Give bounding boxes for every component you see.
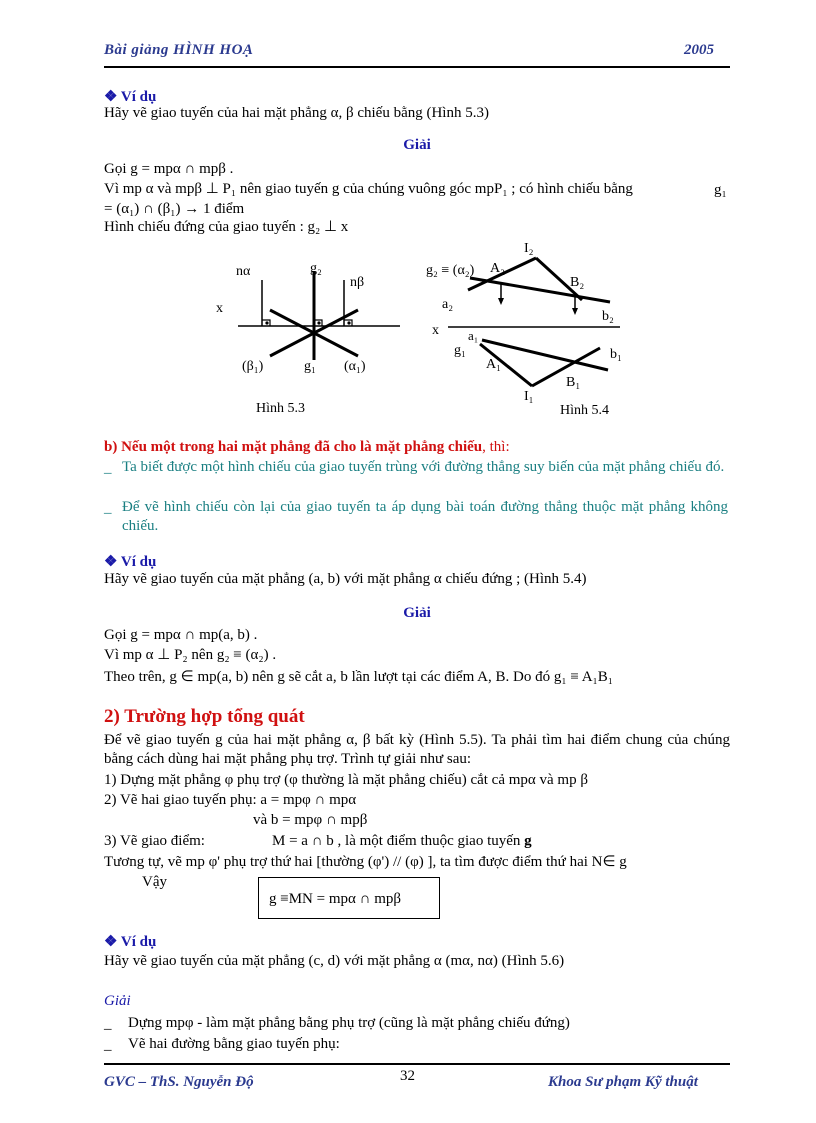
- page-header: [104, 42, 714, 64]
- bullet-text: Vẽ hai đường bằng giao tuyến phụ:: [128, 1036, 340, 1052]
- text-line: Theo trên, g ∈ mp(a, b) nên g sẽ cắt a, b lần lượt tại các điểm A, B. Do đó g₁ ≡ A₁B₁: [104, 669, 613, 685]
- label-g2-alpha2: g₂ ≡ (α₂): [426, 263, 475, 278]
- step-line: 2) Vẽ hai giao tuyến phụ: a = mpφ ∩ mpα: [104, 792, 357, 808]
- text-line: Vì mp α ⊥ P₂ nên g₂ ≡ (α₂) .: [104, 647, 277, 663]
- label-g2: g₂: [310, 261, 322, 276]
- bullet-dash: _: [104, 1037, 112, 1053]
- text-line: g₁: [714, 182, 727, 198]
- arrow-A: [498, 298, 504, 305]
- footer-faculty: Khoa Sư phạm Kỹ thuật: [548, 1074, 698, 1090]
- step-line: 3) Vẽ giao điểm:: [104, 833, 205, 849]
- page-number: 32: [400, 1068, 415, 1084]
- arrow-B: [572, 308, 578, 315]
- label-a2: a₂: [442, 297, 454, 312]
- result-box: [258, 877, 440, 919]
- label-x: x: [432, 323, 439, 338]
- footer-rule: [104, 1063, 730, 1065]
- bullet-dash: _: [104, 460, 112, 476]
- figure-5-4: [420, 236, 640, 420]
- label-b2: b₂: [602, 309, 614, 324]
- example-title-1: ❖ Ví dụ: [104, 89, 157, 105]
- header-rule: [104, 66, 730, 68]
- label-n-beta: nβ: [350, 275, 365, 290]
- step-line: M = a ∩ b , là một điểm thuộc giao tuyến g: [272, 833, 532, 849]
- text-line: Hình chiếu đứng của giao tuyến : g₂ ⊥ x: [104, 219, 349, 235]
- dot-mark: [317, 321, 320, 324]
- problem-2: Hãy vẽ giao tuyến của mặt phẳng (a, b) với mặt phẳng α chiếu đứng ; (Hình 5.4): [104, 571, 587, 587]
- problem-1: Hãy vẽ giao tuyến của hai mặt phẳng α, β chiếu bằng (Hình 5.3): [104, 105, 489, 121]
- intro-paragraph: Để vẽ giao tuyến g của hai mặt phẳng α, β bất kỳ (Hình 5.5). Ta phải tìm hai điểm chung của chúng bằng cách dùng hai mặt phẳng phụ trợ. Trình tự giải như sau:: [104, 732, 730, 767]
- text-line: Gọi g = mpα ∩ mp(a, b) .: [104, 627, 258, 643]
- label-g1: g₁: [454, 343, 466, 358]
- label-B1: B₁: [566, 375, 581, 390]
- solution-title-1: Giải: [403, 137, 431, 153]
- header-title: Bài giảng HÌNH HOẠ: [104, 42, 254, 58]
- step-line: và b = mpφ ∩ mpβ: [253, 812, 368, 828]
- bullet-dash: _: [104, 500, 112, 516]
- label-I1: I₁: [524, 389, 534, 404]
- dot-mark: [265, 321, 268, 324]
- step-line: 1) Dựng mặt phẳng φ phụ trợ (φ thường là mặt phẳng chiếu) cắt cả mpα và mp β: [104, 772, 588, 788]
- section-b-title: b) Nếu một trong hai mặt phẳng đã cho là mặt phẳng chiếu, thì:: [104, 439, 510, 455]
- dot-mark: [347, 321, 350, 324]
- result-formula: g ≡MN = mpα ∩ mpβ: [269, 891, 401, 907]
- example-title-3: ❖ Ví dụ: [104, 934, 157, 950]
- label-b1: b₁: [610, 347, 622, 362]
- step-line: Vậy: [142, 874, 167, 890]
- figure-5-3: [200, 250, 410, 420]
- bullet-text: Ta biết được một hình chiếu của giao tuyến trùng với đường thẳng suy biến của mặt phẳng chiếu đó.: [122, 459, 725, 475]
- solution-title-3: Giải: [104, 993, 131, 1009]
- text-line: Gọi g = mpα ∩ mpβ .: [104, 161, 234, 177]
- bullet-dash: _: [104, 1016, 112, 1032]
- figure-caption: Hình 5.3: [256, 401, 305, 416]
- label-a1: a₁: [468, 328, 479, 343]
- bullet-text: Để vẽ hình chiếu còn lại của giao tuyến ta áp dụng bài toán đường thẳng thuộc mặt phẳng không chiếu.: [122, 499, 728, 534]
- footer-author: GVC – ThS. Nguyễn Độ: [104, 1074, 254, 1090]
- label-A2: A₂: [490, 261, 505, 276]
- header-year: 2005: [684, 42, 714, 58]
- section-heading: 2) Trường hợp tổng quát: [104, 706, 305, 727]
- problem-3: Hãy vẽ giao tuyến của mặt phẳng (c, d) với mặt phẳng α (mα, nα) (Hình 5.6): [104, 953, 565, 969]
- label-beta1: (β₁): [242, 359, 264, 374]
- text-line: Vì mp α và mpβ ⊥ P₁ nên giao tuyến g của chúng vuông góc mpP₁ ; có hình chiếu bằng: [104, 181, 633, 197]
- label-x: x: [216, 301, 223, 316]
- text-line: = (α₁) ∩ (β₁) → 1 điểm: [104, 201, 245, 217]
- label-n-alpha: nα: [236, 264, 251, 279]
- figure-caption: Hình 5.4: [560, 403, 609, 418]
- step-line: Tương tự, vẽ mp φ' phụ trợ thứ hai [thường (φ') // (φ) ], ta tìm được điểm thứ hai N∈ g: [104, 854, 627, 870]
- example-title-2: ❖ Ví dụ: [104, 554, 157, 570]
- solution-title-2: Giải: [403, 605, 431, 621]
- label-alpha1: (α₁): [344, 359, 366, 374]
- label-I2: I₂: [524, 241, 534, 256]
- label-B2: B₂: [570, 275, 585, 290]
- label-A1: A₁: [486, 357, 501, 372]
- label-g1: g₁: [304, 359, 316, 374]
- bullet-text: Dựng mpφ - làm mặt phẳng bằng phụ trợ (cũng là mặt phẳng chiếu đứng): [128, 1015, 570, 1031]
- line-a2: [470, 278, 610, 302]
